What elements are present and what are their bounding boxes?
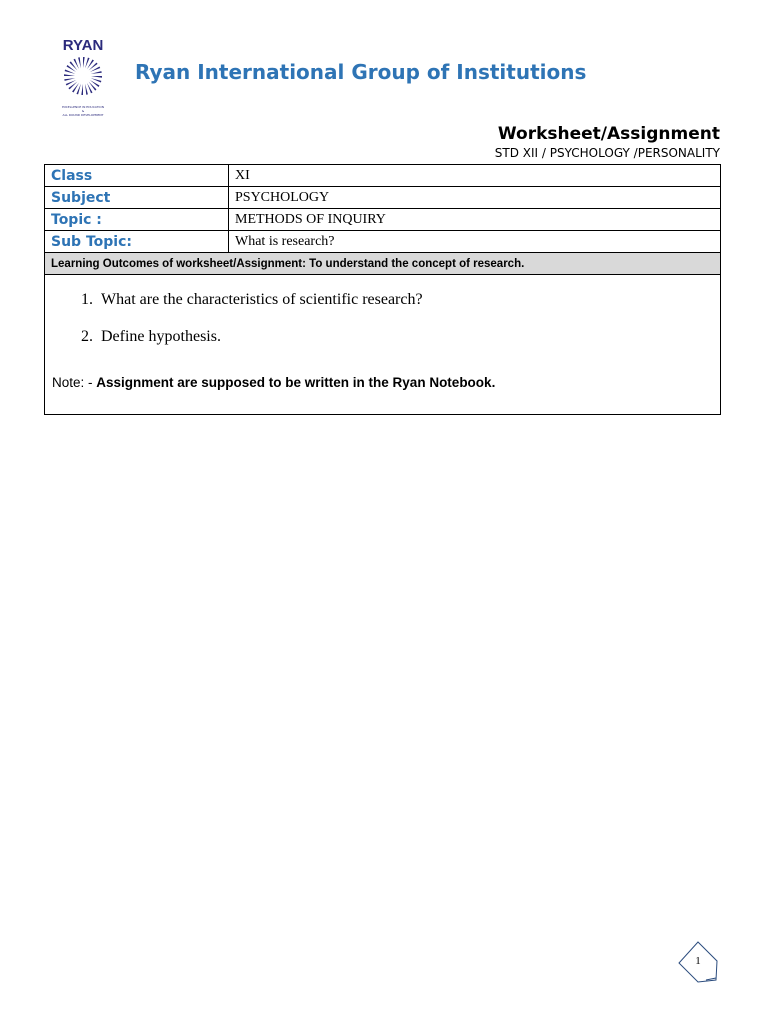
question-list xyxy=(45,291,720,346)
logo-wordmark: RYAN xyxy=(62,37,104,54)
ryan-logo xyxy=(50,36,116,120)
document-title: Worksheet/Assignment xyxy=(497,124,720,144)
subject-label: Subject xyxy=(45,187,229,209)
logo-motto-2: & xyxy=(81,109,85,113)
topic-value: METHODS OF INQUIRY xyxy=(229,209,721,231)
logo-motto-1: EXCELLENCE IN EDUCATION xyxy=(62,105,104,109)
organization-title: Ryan International Group of Institutions xyxy=(135,60,587,84)
page-number-badge xyxy=(676,940,720,984)
note-text: Assignment are supposed to be written in the Ryan Notebook. xyxy=(96,375,496,390)
subtopic-value: What is research? xyxy=(229,231,721,253)
table-row xyxy=(45,165,721,187)
class-label: Class xyxy=(45,165,229,187)
table-row xyxy=(45,231,721,253)
document-subtitle: STD XII / PSYCHOLOGY /PERSONALITY xyxy=(494,146,720,160)
ryan-logo-emblem-icon xyxy=(50,36,116,120)
table-row xyxy=(45,253,721,275)
note xyxy=(52,375,495,390)
topic-label: Topic : xyxy=(45,209,229,231)
question-item: 2. Define hypothesis. xyxy=(97,328,720,346)
worksheet-info-table xyxy=(44,164,721,275)
note-prefix: Note: - xyxy=(52,375,97,390)
subtopic-label: Sub Topic: xyxy=(45,231,229,253)
questions-box xyxy=(44,273,721,415)
class-value: XI xyxy=(229,165,721,187)
question-item: 1. What are the characteristics of scientific research? xyxy=(97,291,720,309)
page-number: 1 xyxy=(695,955,701,967)
table-row xyxy=(45,187,721,209)
learning-outcome: Learning Outcomes of worksheet/Assignment: To understand the concept of research. xyxy=(45,253,721,275)
subject-value: PSYCHOLOGY xyxy=(229,187,721,209)
table-row xyxy=(45,209,721,231)
logo-motto-3: ALL ROUND DEVELOPMENT xyxy=(62,113,104,117)
